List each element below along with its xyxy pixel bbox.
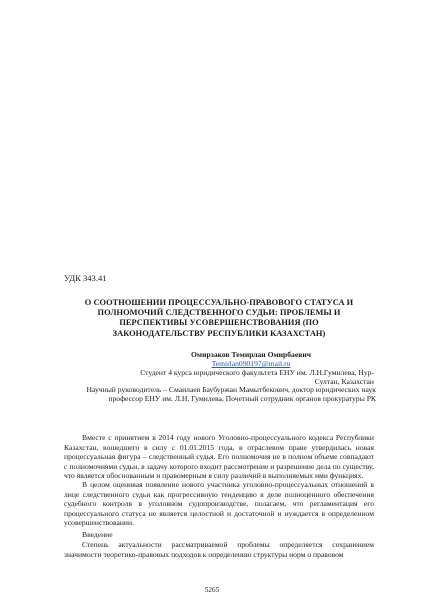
section-heading-introduction: Введение	[82, 530, 113, 539]
paragraph-2: В целом оценивая появление нового участника уголовно-процессуальных отношений в лице следственного судьи как прогрессивную тенденцию в деле полноценного обеспечения судебного контроля в уголовном судопроизводстве, полагаем, что регламентация его процессуального статуса не является целостной и достаточной и нуждается в определенном усовершенствовании.	[64, 480, 374, 527]
paragraph-1: Вместе с принятием в 2014 году нового Уголовно-процессуального кодекса Республики Казахстан, вошедшего в силу с 01.01.2015 года, в отраслевом праве утвердилась новая процессуальная фигура – следственный судья. Его полномочия не в полном объеме совпадают с полномочиями судьи, в задачу которого входит рассмотрение и разрешение дела по существу, что является обоснованным и правомерным в силу различий в выполняемых ими функциях.	[64, 433, 374, 480]
page-number: 5265	[204, 586, 220, 594]
article-title: О СООТНОШЕНИИ ПРОЦЕССУАЛЬНО-ПРАВОВОГО СТАТУСА И ПОЛНОМОЧИЙ СЛЕДСТВЕННОГО СУДЬИ: ПРОБЛЕМЫ И ПЕРСПЕКТИВЫ УСОВЕРШЕНСТВОВАНИЯ (ПО ЗАКОНОДАТЕЛЬСТВУ РЕСПУБЛИКИ КАЗАХСТАН)	[84, 298, 354, 338]
supervisor-info: Научный руководитель – Смаилаев Баубуржан Мамытбекович, доктор юридических наук профессор ЕНУ им. Л.Н. Гумилева, Почетный сотрудник органов прокуратуры РК	[86, 385, 376, 404]
author-email-link[interactable]: Temirlan090197@mail.ru	[211, 359, 291, 368]
author-name: Омирзаков Темирлан Омирбаевич	[191, 350, 311, 359]
udk-code: УДК 343.41	[64, 273, 107, 283]
author-affiliation: Студент 4 курса юридического факультета ЕНУ им. Л.Н.Гумилева, Нур-Султан, Казахстан	[140, 368, 374, 387]
paragraph-3: Степень актуальности рассматриваемой проблемы определяется сохранением значимости теоретико-правовых подходов к определению структуры норм о правовом	[64, 540, 374, 559]
